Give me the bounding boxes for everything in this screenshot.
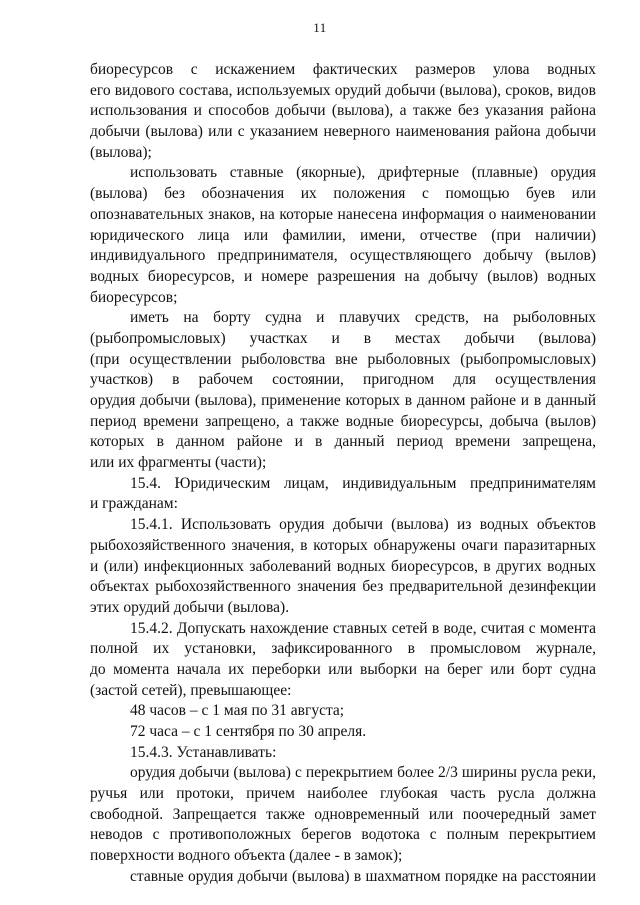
text-line: участков) в рабочем состоянии, пригодном для осуществления [90,371,596,389]
text-line: (при осуществлении рыболовства вне рыболовных (рыбопромысловых) [90,350,596,368]
text-line: период времени запрещено, а также водные биоресурсы, добыча (вылов) [90,412,596,430]
text-line: ставные орудия добычи (вылова) в шахматном порядке на расстоянии [130,867,596,885]
text-line: или их фрагменты (части); [90,454,267,472]
text-line: водных биоресурсов, и номере разрешения на добычу (вылов) водных [90,267,596,285]
text-line: биоресурсов; [90,288,178,306]
text-line: индивидуального предпринимателя, осуществляющего добычу (вылов) [90,247,596,265]
text-line: 15.4. Юридическим лицам, индивидуальным предпринимателям [130,474,596,492]
text-line: добычи (вылова) или с указанием неверного наименования района добычи [90,123,596,141]
text-line: его видового состава, используемых орудий добычи (вылова), сроков, видов [90,81,596,99]
text-line: иметь на борту судна и плавучих средств, на рыболовных [130,309,596,327]
page-number: 11 [313,20,327,35]
text-line: этих орудий добычи (вылова). [90,598,290,616]
body-text [90,60,596,888]
text-line: биоресурсов с искажением фактических размеров улова водных [90,61,596,78]
text-line: неводов с противоположных берегов водотока с полным перекрытием [90,826,596,844]
text-line: которых в данном районе и в данный период времени запрещена, [90,433,596,451]
text-line: (вылова) без обозначения их положения с помощью буев или [90,185,596,203]
text-line: полной их установки, зафиксированного в промысловом журнале, [90,640,596,658]
text-line: 15.4.1. Использовать орудия добычи (вылова) из водных объектов [130,516,596,534]
text-line: использования и способов добычи (вылова), а также без указания района [90,102,596,120]
text-line: использовать ставные (якорные), дрифтерные (плавные) орудия [130,164,596,182]
text-line: 15.4.2. Допускать нахождение ставных сетей в воде, считая с момента [130,619,596,637]
text-line: и гражданам: [90,495,178,513]
text-line: юридического лица или фамилии, имени, отчестве (при наличии) [90,226,596,244]
text-line: (вылова); [90,143,152,161]
text-line: 48 часов – с 1 мая по 31 августа; [130,702,345,720]
text-line: рыбохозяйственного значения, в которых обнаружены очаги паразитарных [90,536,596,554]
text-line: (рыбопромысловых) участках и в местах добычи (вылова) [90,329,596,347]
text-line: до момента начала их переборки или выборки на берег или борт судна [90,660,596,678]
text-line: опознавательных знаков, на которые нанесена информация о наименовании [90,205,596,223]
text-line: (застой сетей), превышающее: [90,681,292,699]
text-line: 72 часа – с 1 сентября по 30 апреля. [130,723,367,740]
text-line: объектах рыбохозяйственного значения без предварительной дезинфекции [90,578,596,596]
text-line: свободной. Запрещается также одновременный или поочередный замет [90,805,596,823]
text-line: орудия добычи (вылова), применение которых в данном районе и в данный [90,392,596,409]
text-line: и (или) инфекционных заболеваний водных биоресурсов, в других водных [90,557,596,575]
text-line: 15.4.3. Устанавливать: [130,743,277,761]
text-line: ручья или протоки, причем наиболее глубокая часть русла должна [90,785,596,803]
text-line: поверхности водного объекта (далее - в замок); [90,847,403,865]
text-line: орудия добычи (вылова) с перекрытием более 2/3 ширины русла реки, [130,764,596,782]
